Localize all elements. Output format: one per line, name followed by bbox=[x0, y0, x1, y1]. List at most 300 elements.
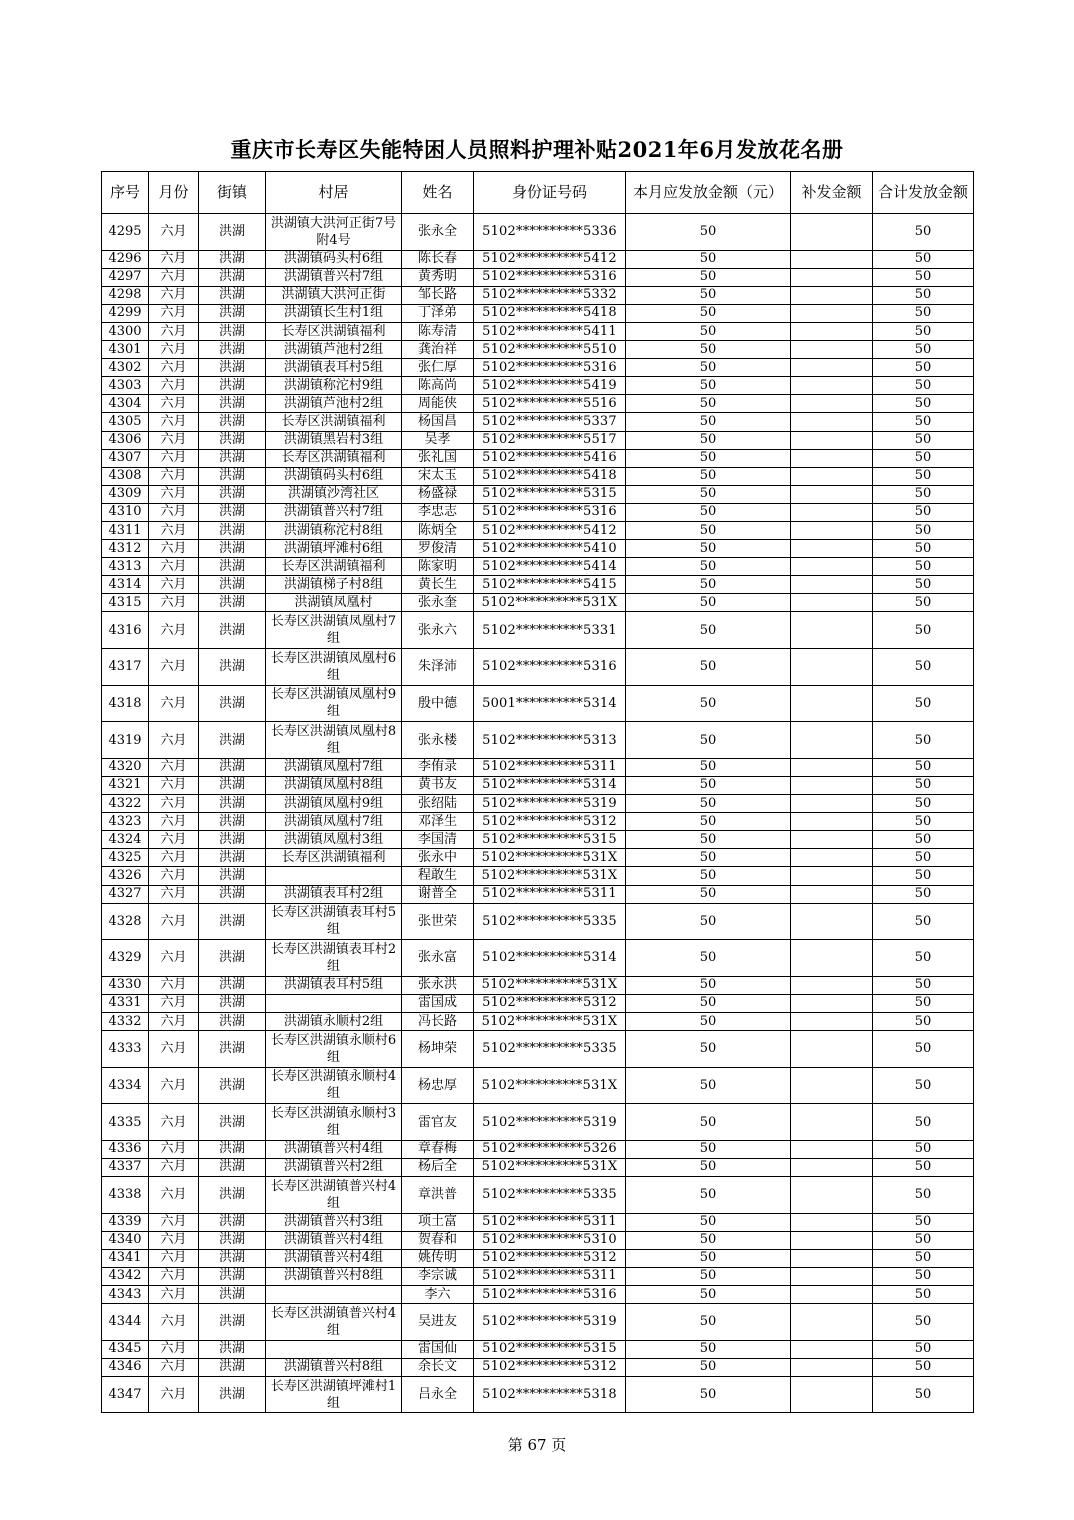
cell-name: 吕永全 bbox=[402, 1376, 474, 1413]
table-row bbox=[102, 286, 974, 304]
cell-name: 周能侠 bbox=[402, 395, 474, 413]
cell-amount: 50 bbox=[626, 1376, 791, 1413]
cell-serial: 4347 bbox=[102, 1376, 149, 1413]
cell-town: 洪湖 bbox=[199, 1213, 266, 1231]
cell-month: 六月 bbox=[149, 649, 199, 686]
cell-extra-amount bbox=[791, 976, 873, 994]
cell-month: 六月 bbox=[149, 1358, 199, 1376]
cell-id-number: 5102**********5318 bbox=[474, 1376, 626, 1413]
cell-village: 长寿区洪湖镇凤凰村7组 bbox=[266, 612, 402, 649]
cell-amount: 50 bbox=[626, 304, 791, 322]
cell-town: 洪湖 bbox=[199, 885, 266, 903]
cell-amount: 50 bbox=[626, 685, 791, 722]
cell-month: 六月 bbox=[149, 286, 199, 304]
cell-month: 六月 bbox=[149, 795, 199, 813]
cell-month: 六月 bbox=[149, 1012, 199, 1030]
header-serial: 序号 bbox=[102, 172, 149, 214]
cell-name: 雷国仙 bbox=[402, 1340, 474, 1358]
cell-name: 余长文 bbox=[402, 1358, 474, 1376]
cell-village: 长寿区洪湖镇凤凰村9组 bbox=[266, 685, 402, 722]
cell-town: 洪湖 bbox=[199, 341, 266, 359]
table-row bbox=[102, 576, 974, 594]
cell-name: 黄长生 bbox=[402, 576, 474, 594]
cell-town: 洪湖 bbox=[199, 831, 266, 849]
cell-name: 张仁厚 bbox=[402, 359, 474, 377]
cell-id-number: 5102**********531X bbox=[474, 1012, 626, 1030]
cell-name: 邹长路 bbox=[402, 286, 474, 304]
cell-total-amount: 50 bbox=[873, 558, 974, 576]
cell-serial: 4336 bbox=[102, 1140, 149, 1158]
cell-town: 洪湖 bbox=[199, 1286, 266, 1304]
cell-town: 洪湖 bbox=[199, 1177, 266, 1214]
cell-month: 六月 bbox=[149, 1213, 199, 1231]
cell-month: 六月 bbox=[149, 250, 199, 268]
cell-name: 章洪普 bbox=[402, 1177, 474, 1214]
cell-town: 洪湖 bbox=[199, 540, 266, 558]
cell-id-number: 5102**********5332 bbox=[474, 286, 626, 304]
cell-id-number: 5102**********5335 bbox=[474, 1031, 626, 1068]
cell-id-number: 5102**********5415 bbox=[474, 576, 626, 594]
cell-amount: 50 bbox=[626, 359, 791, 377]
cell-village: 洪湖镇码头村6组 bbox=[266, 467, 402, 485]
cell-town: 洪湖 bbox=[199, 250, 266, 268]
cell-serial: 4303 bbox=[102, 377, 149, 395]
cell-village: 长寿区洪湖镇永顺村4组 bbox=[266, 1067, 402, 1104]
table-row bbox=[102, 467, 974, 485]
cell-extra-amount bbox=[791, 867, 873, 885]
cell-id-number: 5102**********5510 bbox=[474, 341, 626, 359]
cell-serial: 4324 bbox=[102, 831, 149, 849]
cell-serial: 4343 bbox=[102, 1286, 149, 1304]
cell-extra-amount bbox=[791, 813, 873, 831]
cell-town: 洪湖 bbox=[199, 322, 266, 340]
cell-town: 洪湖 bbox=[199, 467, 266, 485]
cell-serial: 4316 bbox=[102, 612, 149, 649]
cell-serial: 4307 bbox=[102, 449, 149, 467]
cell-amount: 50 bbox=[626, 540, 791, 558]
cell-extra-amount bbox=[791, 940, 873, 977]
cell-serial: 4310 bbox=[102, 503, 149, 521]
cell-extra-amount bbox=[791, 214, 873, 251]
cell-total-amount: 50 bbox=[873, 522, 974, 540]
cell-month: 六月 bbox=[149, 1304, 199, 1341]
cell-total-amount: 50 bbox=[873, 322, 974, 340]
cell-extra-amount bbox=[791, 994, 873, 1012]
table-row bbox=[102, 594, 974, 612]
table-header-row bbox=[102, 172, 974, 214]
cell-town: 洪湖 bbox=[199, 1358, 266, 1376]
cell-month: 六月 bbox=[149, 758, 199, 776]
cell-serial: 4300 bbox=[102, 322, 149, 340]
table-row bbox=[102, 1358, 974, 1376]
table-row bbox=[102, 685, 974, 722]
cell-month: 六月 bbox=[149, 849, 199, 867]
cell-name: 项土富 bbox=[402, 1213, 474, 1231]
cell-id-number: 5102**********531X bbox=[474, 1067, 626, 1104]
cell-town: 洪湖 bbox=[199, 522, 266, 540]
cell-town: 洪湖 bbox=[199, 1140, 266, 1158]
cell-serial: 4346 bbox=[102, 1358, 149, 1376]
cell-town: 洪湖 bbox=[199, 722, 266, 759]
table-row bbox=[102, 976, 974, 994]
cell-name: 张永六 bbox=[402, 612, 474, 649]
cell-amount: 50 bbox=[626, 377, 791, 395]
cell-id-number: 5102**********5311 bbox=[474, 1267, 626, 1285]
cell-name: 张永中 bbox=[402, 849, 474, 867]
cell-village: 洪湖镇普兴村4组 bbox=[266, 1231, 402, 1249]
cell-total-amount: 50 bbox=[873, 867, 974, 885]
cell-village: 长寿区洪湖镇坪滩村1组 bbox=[266, 1376, 402, 1413]
cell-month: 六月 bbox=[149, 1104, 199, 1141]
table-row bbox=[102, 831, 974, 849]
table-row bbox=[102, 304, 974, 322]
cell-village: 洪湖镇凤凰村7组 bbox=[266, 758, 402, 776]
cell-total-amount: 50 bbox=[873, 1012, 974, 1030]
cell-extra-amount bbox=[791, 1267, 873, 1285]
cell-extra-amount bbox=[791, 304, 873, 322]
cell-village: 洪湖镇大洪河正街 bbox=[266, 286, 402, 304]
cell-month: 六月 bbox=[149, 722, 199, 759]
cell-village: 长寿区洪湖镇福利 bbox=[266, 413, 402, 431]
table-row bbox=[102, 1213, 974, 1231]
cell-id-number: 5102**********5419 bbox=[474, 377, 626, 395]
cell-total-amount: 50 bbox=[873, 1358, 974, 1376]
cell-month: 六月 bbox=[149, 214, 199, 251]
table-row bbox=[102, 1376, 974, 1413]
cell-amount: 50 bbox=[626, 558, 791, 576]
cell-name: 张绍陆 bbox=[402, 795, 474, 813]
cell-month: 六月 bbox=[149, 831, 199, 849]
table-row bbox=[102, 1104, 974, 1141]
cell-extra-amount bbox=[791, 1358, 873, 1376]
cell-town: 洪湖 bbox=[199, 758, 266, 776]
cell-town: 洪湖 bbox=[199, 304, 266, 322]
cell-amount: 50 bbox=[626, 1067, 791, 1104]
cell-amount: 50 bbox=[626, 849, 791, 867]
cell-id-number: 5102**********5319 bbox=[474, 795, 626, 813]
cell-serial: 4334 bbox=[102, 1067, 149, 1104]
cell-amount: 50 bbox=[626, 813, 791, 831]
cell-amount: 50 bbox=[626, 250, 791, 268]
cell-total-amount: 50 bbox=[873, 1286, 974, 1304]
cell-month: 六月 bbox=[149, 341, 199, 359]
cell-serial: 4317 bbox=[102, 649, 149, 686]
cell-amount: 50 bbox=[626, 1177, 791, 1214]
cell-extra-amount bbox=[791, 1340, 873, 1358]
table-row bbox=[102, 250, 974, 268]
cell-town: 洪湖 bbox=[199, 776, 266, 794]
cell-name: 杨后全 bbox=[402, 1158, 474, 1176]
cell-amount: 50 bbox=[626, 485, 791, 503]
cell-village: 洪湖镇普兴村8组 bbox=[266, 1267, 402, 1285]
cell-amount: 50 bbox=[626, 1231, 791, 1249]
cell-month: 六月 bbox=[149, 540, 199, 558]
table-row bbox=[102, 758, 974, 776]
cell-village: 长寿区洪湖镇永顺村6组 bbox=[266, 1031, 402, 1068]
cell-month: 六月 bbox=[149, 685, 199, 722]
cell-amount: 50 bbox=[626, 286, 791, 304]
cell-town: 洪湖 bbox=[199, 903, 266, 940]
cell-month: 六月 bbox=[149, 813, 199, 831]
cell-total-amount: 50 bbox=[873, 377, 974, 395]
cell-serial: 4298 bbox=[102, 286, 149, 304]
cell-amount: 50 bbox=[626, 1358, 791, 1376]
cell-village: 洪湖镇梯子村8组 bbox=[266, 576, 402, 594]
cell-name: 杨国昌 bbox=[402, 413, 474, 431]
cell-extra-amount bbox=[791, 849, 873, 867]
cell-village: 长寿区洪湖镇永顺村3组 bbox=[266, 1104, 402, 1141]
cell-id-number: 5102**********5315 bbox=[474, 831, 626, 849]
cell-serial: 4330 bbox=[102, 976, 149, 994]
cell-month: 六月 bbox=[149, 1140, 199, 1158]
cell-town: 洪湖 bbox=[199, 849, 266, 867]
cell-serial: 4321 bbox=[102, 776, 149, 794]
cell-village: 洪湖镇坪滩村6组 bbox=[266, 540, 402, 558]
cell-id-number: 5102**********5316 bbox=[474, 649, 626, 686]
cell-id-number: 5102**********5416 bbox=[474, 449, 626, 467]
cell-serial: 4301 bbox=[102, 341, 149, 359]
cell-village: 洪湖镇称沱村8组 bbox=[266, 522, 402, 540]
cell-name: 杨坤荣 bbox=[402, 1031, 474, 1068]
cell-village: 长寿区洪湖镇普兴村4组 bbox=[266, 1177, 402, 1214]
cell-id-number: 5102**********5316 bbox=[474, 1286, 626, 1304]
cell-serial: 4308 bbox=[102, 467, 149, 485]
cell-id-number: 5102**********5316 bbox=[474, 503, 626, 521]
cell-extra-amount bbox=[791, 795, 873, 813]
cell-total-amount: 50 bbox=[873, 485, 974, 503]
cell-extra-amount bbox=[791, 250, 873, 268]
cell-id-number: 5102**********531X bbox=[474, 1158, 626, 1176]
cell-month: 六月 bbox=[149, 594, 199, 612]
cell-extra-amount bbox=[791, 1104, 873, 1141]
cell-name: 李国清 bbox=[402, 831, 474, 849]
cell-total-amount: 50 bbox=[873, 1304, 974, 1341]
cell-name: 姚传明 bbox=[402, 1249, 474, 1267]
cell-extra-amount bbox=[791, 286, 873, 304]
cell-extra-amount bbox=[791, 594, 873, 612]
cell-serial: 4296 bbox=[102, 250, 149, 268]
cell-serial: 4314 bbox=[102, 576, 149, 594]
cell-town: 洪湖 bbox=[199, 1067, 266, 1104]
cell-town: 洪湖 bbox=[199, 813, 266, 831]
cell-amount: 50 bbox=[626, 722, 791, 759]
cell-month: 六月 bbox=[149, 322, 199, 340]
cell-total-amount: 50 bbox=[873, 649, 974, 686]
cell-total-amount: 50 bbox=[873, 1104, 974, 1141]
cell-month: 六月 bbox=[149, 413, 199, 431]
cell-amount: 50 bbox=[626, 831, 791, 849]
cell-town: 洪湖 bbox=[199, 1012, 266, 1030]
cell-serial: 4306 bbox=[102, 431, 149, 449]
cell-extra-amount bbox=[791, 467, 873, 485]
cell-serial: 4322 bbox=[102, 795, 149, 813]
cell-amount: 50 bbox=[626, 1031, 791, 1068]
cell-serial: 4304 bbox=[102, 395, 149, 413]
cell-serial: 4315 bbox=[102, 594, 149, 612]
cell-id-number: 5102**********5411 bbox=[474, 322, 626, 340]
cell-name: 张永全 bbox=[402, 214, 474, 251]
cell-amount: 50 bbox=[626, 576, 791, 594]
cell-town: 洪湖 bbox=[199, 449, 266, 467]
cell-town: 洪湖 bbox=[199, 377, 266, 395]
cell-name: 谢普全 bbox=[402, 885, 474, 903]
cell-total-amount: 50 bbox=[873, 467, 974, 485]
cell-month: 六月 bbox=[149, 522, 199, 540]
cell-extra-amount bbox=[791, 649, 873, 686]
cell-name: 杨盛禄 bbox=[402, 485, 474, 503]
cell-extra-amount bbox=[791, 1067, 873, 1104]
cell-extra-amount bbox=[791, 413, 873, 431]
cell-village: 洪湖镇芦池村2组 bbox=[266, 341, 402, 359]
table-row bbox=[102, 268, 974, 286]
table-row bbox=[102, 649, 974, 686]
cell-month: 六月 bbox=[149, 994, 199, 1012]
cell-name: 黄书友 bbox=[402, 776, 474, 794]
cell-name: 丁泽弟 bbox=[402, 304, 474, 322]
table-row bbox=[102, 214, 974, 251]
cell-serial: 4319 bbox=[102, 722, 149, 759]
cell-month: 六月 bbox=[149, 1177, 199, 1214]
cell-month: 六月 bbox=[149, 885, 199, 903]
header-town: 街镇 bbox=[199, 172, 266, 214]
cell-month: 六月 bbox=[149, 1031, 199, 1068]
cell-total-amount: 50 bbox=[873, 903, 974, 940]
cell-id-number: 5102**********5337 bbox=[474, 413, 626, 431]
cell-month: 六月 bbox=[149, 1231, 199, 1249]
cell-total-amount: 50 bbox=[873, 1177, 974, 1214]
table-row bbox=[102, 1031, 974, 1068]
cell-month: 六月 bbox=[149, 903, 199, 940]
cell-total-amount: 50 bbox=[873, 976, 974, 994]
cell-name: 贺春和 bbox=[402, 1231, 474, 1249]
cell-village bbox=[266, 1340, 402, 1358]
cell-id-number: 5102**********5319 bbox=[474, 1104, 626, 1141]
cell-total-amount: 50 bbox=[873, 413, 974, 431]
table-row bbox=[102, 722, 974, 759]
cell-name: 罗俊清 bbox=[402, 540, 474, 558]
table-row bbox=[102, 1140, 974, 1158]
table-row bbox=[102, 503, 974, 521]
cell-extra-amount bbox=[791, 1249, 873, 1267]
cell-total-amount: 50 bbox=[873, 776, 974, 794]
cell-extra-amount bbox=[791, 1140, 873, 1158]
cell-month: 六月 bbox=[149, 976, 199, 994]
cell-extra-amount bbox=[791, 1231, 873, 1249]
cell-serial: 4335 bbox=[102, 1104, 149, 1141]
cell-month: 六月 bbox=[149, 1286, 199, 1304]
cell-id-number: 5102**********5412 bbox=[474, 522, 626, 540]
table-row bbox=[102, 1231, 974, 1249]
cell-amount: 50 bbox=[626, 649, 791, 686]
cell-serial: 4342 bbox=[102, 1267, 149, 1285]
header-name: 姓名 bbox=[402, 172, 474, 214]
cell-month: 六月 bbox=[149, 268, 199, 286]
cell-village: 长寿区洪湖镇福利 bbox=[266, 558, 402, 576]
cell-extra-amount bbox=[791, 885, 873, 903]
table-row bbox=[102, 522, 974, 540]
cell-extra-amount bbox=[791, 722, 873, 759]
cell-name: 陈高尚 bbox=[402, 377, 474, 395]
cell-extra-amount bbox=[791, 503, 873, 521]
cell-town: 洪湖 bbox=[199, 558, 266, 576]
cell-village: 洪湖镇凤凰村 bbox=[266, 594, 402, 612]
cell-name: 殷中德 bbox=[402, 685, 474, 722]
cell-id-number: 5102**********5418 bbox=[474, 467, 626, 485]
cell-amount: 50 bbox=[626, 431, 791, 449]
cell-name: 李六 bbox=[402, 1286, 474, 1304]
table-row bbox=[102, 813, 974, 831]
cell-town: 洪湖 bbox=[199, 268, 266, 286]
cell-total-amount: 50 bbox=[873, 540, 974, 558]
cell-serial: 4341 bbox=[102, 1249, 149, 1267]
cell-town: 洪湖 bbox=[199, 1158, 266, 1176]
table-row bbox=[102, 377, 974, 395]
cell-month: 六月 bbox=[149, 576, 199, 594]
cell-id-number: 5102**********5336 bbox=[474, 214, 626, 251]
cell-village bbox=[266, 1286, 402, 1304]
cell-amount: 50 bbox=[626, 1304, 791, 1341]
table-row bbox=[102, 940, 974, 977]
cell-extra-amount bbox=[791, 1376, 873, 1413]
cell-serial: 4344 bbox=[102, 1304, 149, 1341]
table-row bbox=[102, 885, 974, 903]
cell-total-amount: 50 bbox=[873, 758, 974, 776]
header-total-amount: 合计发放金额 bbox=[873, 172, 974, 214]
cell-serial: 4326 bbox=[102, 867, 149, 885]
cell-extra-amount bbox=[791, 359, 873, 377]
cell-town: 洪湖 bbox=[199, 1304, 266, 1341]
cell-town: 洪湖 bbox=[199, 413, 266, 431]
cell-town: 洪湖 bbox=[199, 1267, 266, 1285]
cell-month: 六月 bbox=[149, 612, 199, 649]
cell-name: 雷官友 bbox=[402, 1104, 474, 1141]
cell-serial: 4340 bbox=[102, 1231, 149, 1249]
cell-amount: 50 bbox=[626, 795, 791, 813]
cell-serial: 4332 bbox=[102, 1012, 149, 1030]
cell-id-number: 5102**********531X bbox=[474, 976, 626, 994]
cell-total-amount: 50 bbox=[873, 1340, 974, 1358]
cell-id-number: 5102**********5316 bbox=[474, 268, 626, 286]
cell-amount: 50 bbox=[626, 341, 791, 359]
cell-name: 陈长春 bbox=[402, 250, 474, 268]
cell-town: 洪湖 bbox=[199, 1031, 266, 1068]
table-row bbox=[102, 903, 974, 940]
cell-total-amount: 50 bbox=[873, 1140, 974, 1158]
cell-extra-amount bbox=[791, 758, 873, 776]
cell-serial: 4295 bbox=[102, 214, 149, 251]
cell-amount: 50 bbox=[626, 467, 791, 485]
header-amount: 本月应发放金额（元） bbox=[626, 172, 791, 214]
cell-village: 洪湖镇表耳村2组 bbox=[266, 885, 402, 903]
cell-name: 陈家明 bbox=[402, 558, 474, 576]
cell-id-number: 5102**********5410 bbox=[474, 540, 626, 558]
cell-name: 张礼国 bbox=[402, 449, 474, 467]
cell-total-amount: 50 bbox=[873, 795, 974, 813]
cell-amount: 50 bbox=[626, 449, 791, 467]
cell-total-amount: 50 bbox=[873, 685, 974, 722]
cell-total-amount: 50 bbox=[873, 612, 974, 649]
cell-village: 洪湖镇普兴村7组 bbox=[266, 268, 402, 286]
cell-village: 洪湖镇沙湾社区 bbox=[266, 485, 402, 503]
cell-town: 洪湖 bbox=[199, 612, 266, 649]
cell-serial: 4312 bbox=[102, 540, 149, 558]
cell-id-number: 5102**********5314 bbox=[474, 940, 626, 977]
cell-extra-amount bbox=[791, 1177, 873, 1214]
cell-id-number: 5102**********5312 bbox=[474, 1249, 626, 1267]
cell-month: 六月 bbox=[149, 558, 199, 576]
cell-id-number: 5102**********5312 bbox=[474, 813, 626, 831]
cell-id-number: 5102**********5315 bbox=[474, 485, 626, 503]
